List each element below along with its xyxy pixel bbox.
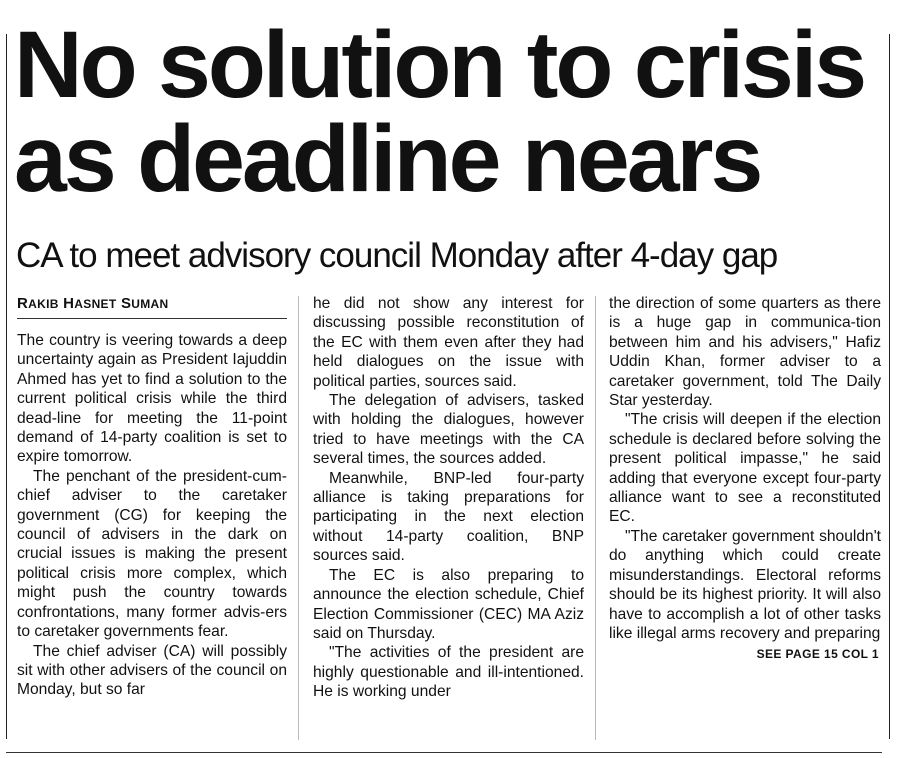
headline-line-2: as deadline nears bbox=[14, 106, 761, 212]
left-border-rule bbox=[6, 34, 7, 739]
bottom-border-rule bbox=[6, 752, 882, 753]
jump-line[interactable]: SEE PAGE 15 COL 1 bbox=[756, 647, 879, 662]
byline: RAKIB HASNET SUMAN bbox=[17, 295, 169, 312]
column-divider-1 bbox=[298, 296, 299, 740]
paragraph-continued: the direction of some quarters as there is a huge gap in communica-tion between him and his advisers," Hafiz Uddin Khan, former adviser to a caretaker government, told The Daily Star yesterday. bbox=[609, 295, 881, 410]
paragraph: The delegation of advisers, tasked with holding the dialogues, however tried to have meetings with the CA several times, the sources added. bbox=[313, 392, 584, 468]
paragraph: The penchant of the president-cum-chief adviser to the caretaker government (CG) for keeping the council of advisers in the dark on crucial issues is making the present political crisis more complex, which might push the country towards confrontations, many former advis-ers to caretaker governments fear. bbox=[17, 467, 287, 641]
subheadline: CA to meet advisory council Monday after 4-day gap bbox=[16, 236, 778, 275]
byline-rule bbox=[17, 318, 287, 319]
paragraph-continued: he did not show any interest for discussing possible reconstitution of the EC with them even after they had held dialogues on the issue with political parties, sources said. bbox=[313, 295, 584, 390]
paragraph: Meanwhile, BNP-led four-party alliance is taking preparations for participating in the next election without 14-party coalition, BNP sources said. bbox=[313, 469, 584, 565]
paragraph: The chief adviser (CA) will possibly sit with other advisers of the council on Monday, but so far bbox=[17, 642, 287, 699]
paragraph: The country is veering towards a deep uncertainty again as President Iajuddin Ahmed has yet to find a solution to the current political crisis while the third dead-line for meeting the 11-point demand of 14-party coalition is set to expire tomorrow. bbox=[17, 332, 287, 466]
right-border-rule bbox=[889, 34, 890, 739]
article-column-3 bbox=[609, 294, 881, 665]
article-column-1 bbox=[17, 294, 287, 700]
paragraph: "The crisis will deepen if the election schedule is declared before solving the present political impasse," he said adding that everyone except four-party alliance want to see a reconstituted EC. bbox=[609, 411, 881, 526]
paragraph: The EC is also preparing to announce the election schedule, Chief Election Commissioner (CEC) MA Aziz said on Thursday. bbox=[313, 566, 584, 642]
paragraph: "The caretaker government shouldn't do anything which could create misunderstandings. Electoral reforms should be its highest priority. It will also have to accomplish a lot of other tasks like illegal arms recovery and preparing bbox=[609, 527, 881, 642]
headline-line-1: No solution to crisis bbox=[14, 12, 865, 118]
column-divider-2 bbox=[595, 296, 596, 740]
article-column-2 bbox=[313, 294, 584, 702]
headline bbox=[14, 12, 884, 212]
paragraph: "The activities of the president are highly questionable and ill-intentioned. He is working under bbox=[313, 644, 584, 701]
